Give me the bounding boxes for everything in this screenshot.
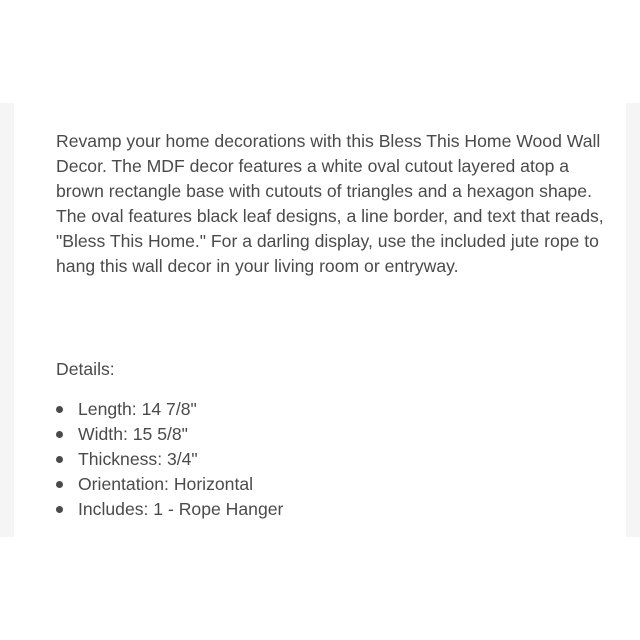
detail-thickness: Thickness: 3/4" xyxy=(78,449,198,469)
detail-length: Length: 14 7/8" xyxy=(78,399,197,419)
list-item xyxy=(56,472,283,497)
detail-includes: Includes: 1 - Rope Hanger xyxy=(78,499,284,519)
product-description: Revamp your home decorations with this Bless This Home Wood Wall Decor. The MDF decor features a white oval cutout layered atop a brown rectangle base with cutouts of triangles and a hexagon shape. The oval features black leaf designs, a line border, and text that reads, "Bless This Home." For a darling display, use the included jute rope to hang this wall decor in your living room or entryway. xyxy=(56,131,604,276)
bullet-icon xyxy=(56,456,63,463)
bullet-icon xyxy=(56,431,63,438)
details-list xyxy=(56,397,283,522)
detail-orientation: Orientation: Horizontal xyxy=(78,474,254,494)
page-frame xyxy=(0,103,640,537)
detail-width: Width: 15 5/8" xyxy=(78,424,188,444)
list-item xyxy=(56,447,283,472)
bullet-icon xyxy=(56,506,63,513)
list-item xyxy=(56,497,283,522)
product-description-panel xyxy=(14,103,626,537)
details-heading: Details: xyxy=(56,359,115,379)
bullet-icon xyxy=(56,406,63,413)
list-item xyxy=(56,397,283,422)
bullet-icon xyxy=(56,481,63,488)
list-item xyxy=(56,422,283,447)
